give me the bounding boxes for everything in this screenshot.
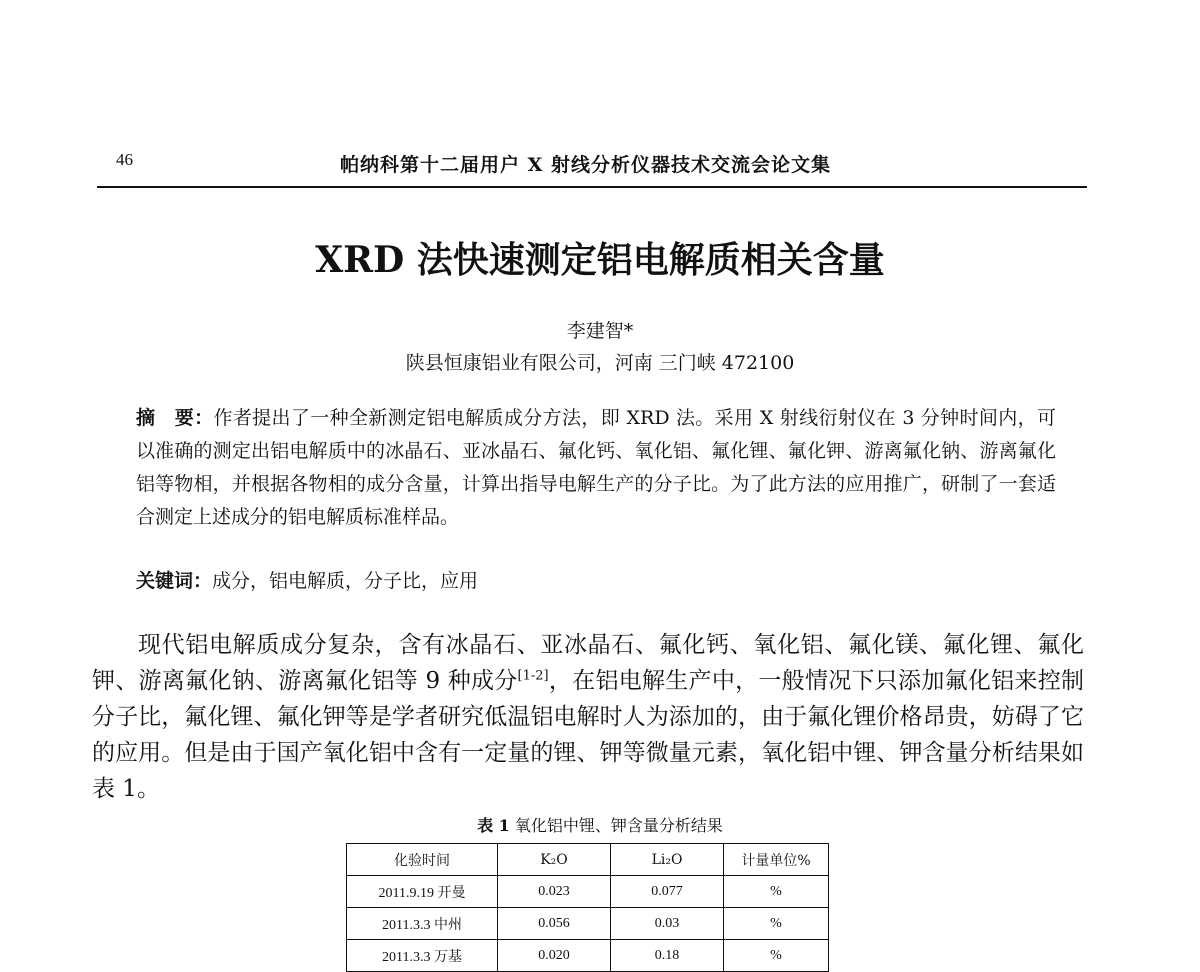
keywords (136, 566, 1056, 596)
table-row (347, 876, 829, 908)
table-cell: 0.03 (611, 908, 724, 940)
table-cell: % (724, 876, 829, 908)
table-caption-number: 表 1 (477, 816, 510, 835)
table-row (347, 908, 829, 940)
table-cell: 0.023 (498, 876, 611, 908)
result-table (346, 843, 829, 972)
table-cell: 0.077 (611, 876, 724, 908)
body-paragraph (92, 627, 1084, 807)
body-text-part2: ，在铝电解生产中，一般情况下只添加氟化铝来控制分子比，氟化锂、氟化钾等是学者研究低温铝电解时人为添加的，由于氟化锂价格昂贵，妨碍了它的应用。但是由于国产氧化铝中含有一定量的锂、钾等微量元素，氧化铝中锂、钾含量分析结果如表 1。 (92, 668, 1084, 802)
table-cell: 2011.3.3 万基 (347, 940, 498, 972)
affiliation: 陕县恒康铝业有限公司，河南 三门峡 472100 (405, 352, 795, 374)
table-cell: 0.18 (611, 940, 724, 972)
author: 李建智* (566, 320, 634, 342)
abstract (136, 402, 1056, 534)
keywords-text: 成分，铝电解质，分子比，应用 (212, 570, 479, 592)
table-cell: 0.020 (498, 940, 611, 972)
header-cell-test-date: 化验时间 (347, 844, 498, 876)
paper-title: XRD 法快速测定铝电解质相关含量 (315, 239, 885, 281)
table-cell: 0.056 (498, 908, 611, 940)
header-cell-li2o: Li₂O (611, 844, 724, 876)
citation: [1-2] (517, 668, 549, 684)
page-number: 46 (116, 150, 133, 169)
table-caption-text: 氧化铝中锂、钾含量分析结果 (514, 816, 723, 835)
table-cell: % (724, 908, 829, 940)
abstract-text: 作者提出了一种全新测定铝电解质成分方法，即 XRD 法。采用 X 射线衍射仪在 3 分钟时间内，可以准确的测定出铝电解质中的冰晶石、亚冰晶石、氟化钙、氧化铝、氟化锂、氟化钾、游离氟化钠、游离氟化铝等物相，并根据各物相的成分含量，计算出指导电解生产的分子比。为了此方法的应用推广，研制了一套适合测定上述成分的铝电解质标准样品。 (136, 407, 1056, 528)
table-cell: 2011.3.3 中州 (347, 908, 498, 940)
table-header-row (347, 844, 829, 876)
body-text-part1: 现代铝电解质成分复杂，含有冰晶石、亚冰晶石、氟化钙、氧化铝、氟化镁、氟化锂、氟化钾、游离氟化钠、游离氟化铝等 9 种成分 (92, 632, 1084, 694)
running-header: 帕纳科第十二届用户 X 射线分析仪器技术交流会论文集 (340, 154, 831, 176)
keywords-label: 关键词： (136, 570, 213, 592)
header-rule (97, 186, 1087, 188)
table-row (347, 940, 829, 972)
table-cell: 2011.9.19 开曼 (347, 876, 498, 908)
table-caption (0, 813, 1200, 836)
header-cell-unit: 计量单位% (724, 844, 829, 876)
header-cell-k2o: K₂O (498, 844, 611, 876)
abstract-label: 摘 要： (136, 407, 214, 429)
table-cell: % (724, 940, 829, 972)
